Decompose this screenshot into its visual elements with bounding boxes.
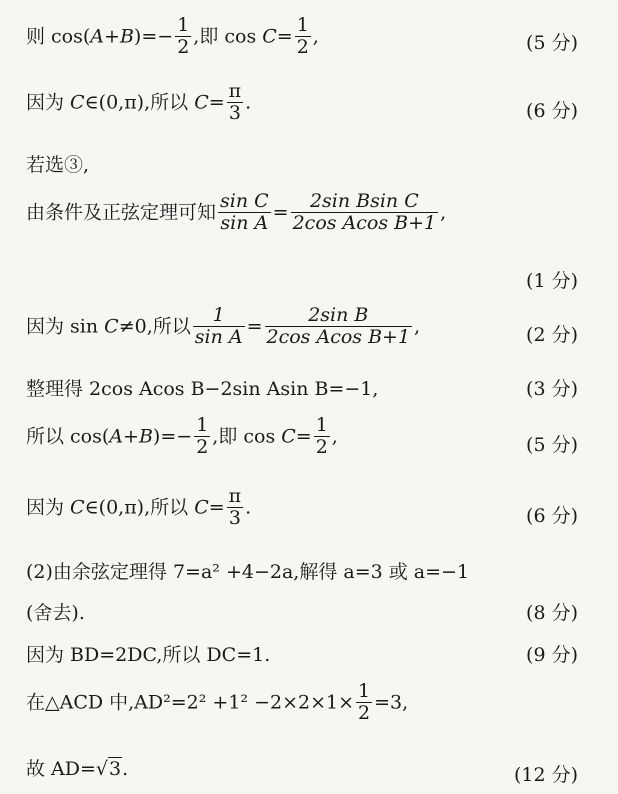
line-cosine-law: (2)由余弦定理得 7=a² +4−2a,解得 a=3 或 a=−1: [26, 561, 470, 583]
line-cos-sum-2: 所以 cos(A+B)=− $\frac{1}{2}$ ,即 cos C= $\frac{1}{2}$ ,: [26, 414, 338, 458]
score-label: (9 分): [526, 644, 578, 666]
line-c-value: 因为 C∈(0,π),所以 C= $\frac{\pi}{3}$ .: [26, 80, 252, 124]
fraction: $\frac{\pi}{3}$: [228, 80, 242, 124]
score-label: (12 分): [513, 764, 578, 786]
score-label: (6 分): [526, 100, 578, 122]
fraction: $\frac{1}{2}$: [315, 414, 328, 458]
score-label: (5 分): [526, 32, 578, 54]
line-sin-c-nonzero: 因为 sin C≠0,所以 $\frac{1}{\text{sin A}}$ = $\frac{\text{2sin B}}{\text{2cos Acos B+1}}$ ,: [26, 304, 421, 348]
fraction: $\frac{\pi}{3}$: [228, 485, 242, 529]
score-label: (8 分): [526, 602, 578, 624]
line-choose-3: 若选③,: [26, 154, 90, 176]
line-c-value-2: 因为 C∈(0,π),所以 C= $\frac{\pi}{3}$ .: [26, 485, 252, 529]
score-label: (5 分): [526, 434, 578, 456]
fraction: $\frac{\text{2sin Bsin C}}{\text{2cos Acos B+1}}$: [292, 190, 437, 234]
line-discard: (舍去).: [26, 602, 85, 624]
fraction: $\frac{\text{2sin B}}{\text{2cos Acos B+1}}$: [266, 304, 411, 348]
fraction: $\frac{1}{2}$: [296, 14, 309, 58]
fraction: $\frac{1}{2}$: [358, 680, 371, 724]
score-label: (2 分): [526, 324, 578, 346]
fraction: $\frac{\text{sin C}}{\text{sin A}}$: [220, 190, 269, 234]
fraction: $\frac{1}{\text{sin A}}$: [194, 304, 243, 348]
line-cos-sum: 则 cos(A+B)=− $\frac{1}{2}$ ,即 cos C= $\frac{1}{2}$ ,: [26, 14, 319, 58]
fraction: $\frac{1}{2}$: [196, 414, 209, 458]
score-label: (1 分): [526, 270, 578, 292]
score-label: (6 分): [526, 505, 578, 527]
score-label: (3 分): [526, 378, 578, 400]
line-sine-law: 由条件及正弦定理可知 $\frac{\text{sin C}}{\text{sin A}}$ = $\frac{\text{2sin Bsin C}}{\text{2cos Acos B+1}}$ ,: [26, 190, 447, 234]
fraction: $\frac{1}{2}$: [177, 14, 190, 58]
line-triangle-acd: 在△ACD 中,AD²=2² +1² −2×2×1× $\frac{1}{2}$ =3,: [26, 680, 409, 724]
line-ad-result: 故 AD=√3.: [26, 758, 129, 780]
sqrt-icon: √: [95, 758, 109, 780]
line-bd-dc: 因为 BD=2DC,所以 DC=1.: [26, 644, 271, 666]
line-simplify: 整理得 2cos Acos B−2sin Asin B=−1,: [26, 378, 379, 400]
